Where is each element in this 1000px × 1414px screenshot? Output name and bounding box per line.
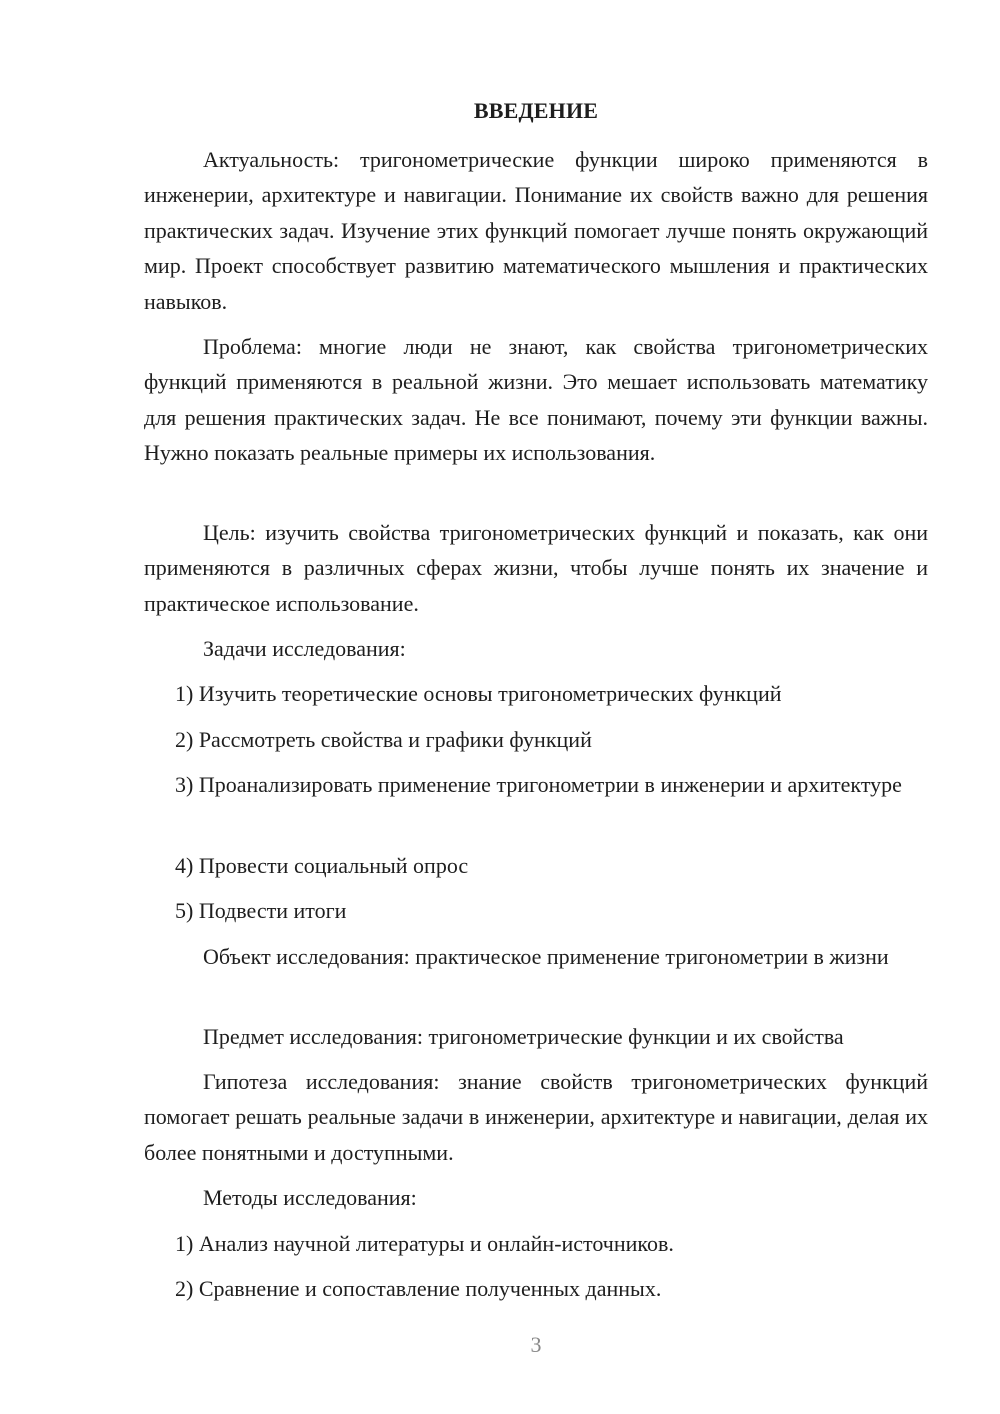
- document-page: [144, 0, 928, 1414]
- task-item-5: 5) Подвести итоги: [175, 898, 347, 923]
- subject-paragraph: Предмет исследования: тригонометрические функции и их свойства: [203, 1024, 844, 1049]
- goal-paragraph: Цель: изучить свойства тригонометрических функций и показать, как они применяются в различных сферах жизни, чтобы лучше понять их значение и практическое использование.: [144, 520, 928, 616]
- task-item-3: 3) Проанализировать применение тригонометрии в инженерии и архитектуре: [175, 772, 902, 797]
- object-paragraph: Объект исследования: практическое применение тригонометрии в жизни: [203, 944, 889, 969]
- problem-paragraph: Проблема: многие люди не знают, как свойства тригонометрических функций применяются в реальной жизни. Это мешает использовать математику для решения практических задач. Не все понимают, почему эти функции важны. Нужно показать реальные примеры их использования.: [144, 334, 928, 466]
- task-item-2: 2) Рассмотреть свойства и графики функций: [175, 727, 592, 752]
- relevance-paragraph: Актуальность: тригонометрические функции широко применяются в инженерии, архитектуре и навигации. Понимание их свойств важно для решения практических задач. Изучение этих функций помогает лучше понять окружающий мир. Проект способствует развитию математического мышления и практических навыков.: [144, 147, 928, 314]
- hypothesis-paragraph: Гипотеза исследования: знание свойств тригонометрических функций помогает решать реальные задачи в инженерии, архитектуре и навигации, делая их более понятными и доступными.: [144, 1069, 928, 1165]
- task-item-4: 4) Провести социальный опрос: [175, 853, 469, 878]
- page-number: 3: [530, 1332, 542, 1357]
- task-item-1: 1) Изучить теоретические основы тригонометрических функций: [175, 681, 782, 706]
- methods-heading: Методы исследования:: [203, 1185, 417, 1210]
- method-item-2: 2) Сравнение и сопоставление полученных данных.: [175, 1276, 662, 1301]
- page-title: ВВЕДЕНИЕ: [473, 98, 599, 123]
- tasks-heading: Задачи исследования:: [203, 636, 406, 661]
- method-item-1: 1) Анализ научной литературы и онлайн-источников.: [175, 1231, 674, 1256]
